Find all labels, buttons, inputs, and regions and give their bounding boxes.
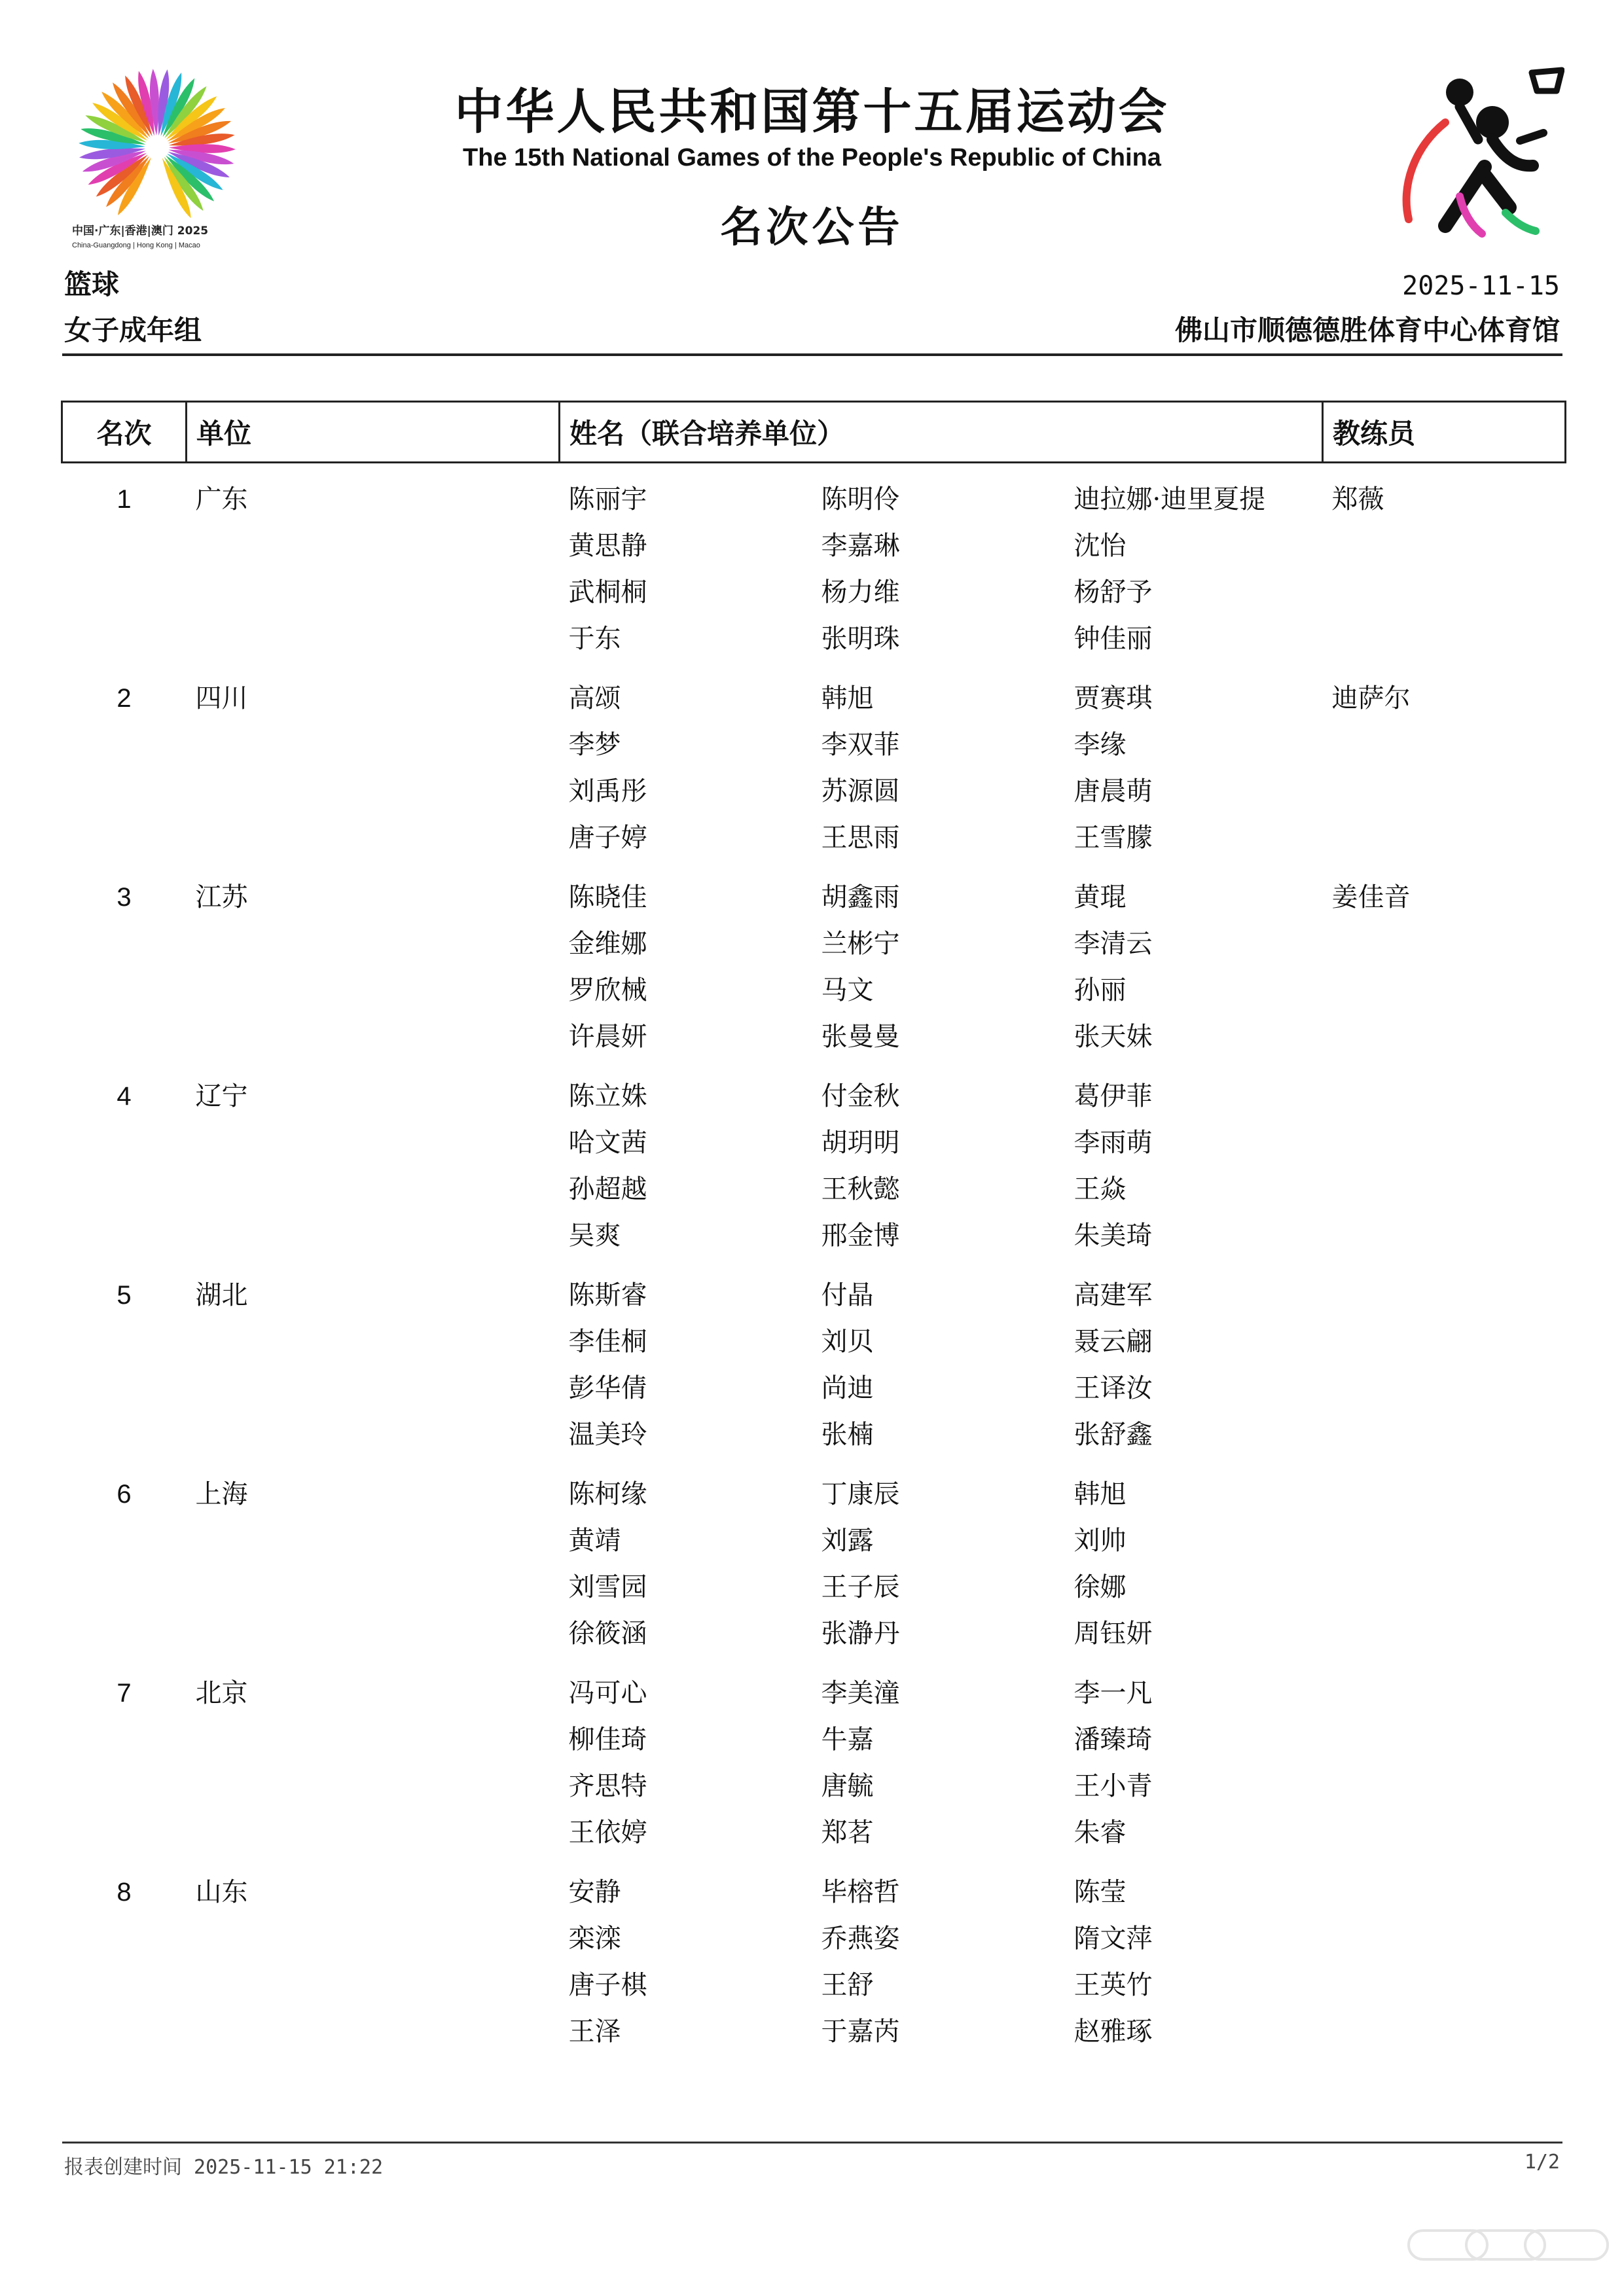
athlete-name: 陈立姝 (568, 1081, 647, 1111)
athlete-name: 刘禹彤 (568, 776, 647, 806)
athlete-name: 聂云翩 (1074, 1327, 1153, 1357)
unit-cell: 上海 (195, 1479, 248, 1509)
athlete-name: 高建军 (1074, 1280, 1153, 1310)
coach-cell (1323, 1458, 1566, 1657)
athlete-name: 迪拉娜·迪里夏提 (1074, 484, 1266, 514)
athlete-name: 马文 (821, 975, 874, 1005)
result-row (62, 861, 1566, 1060)
logo-caption-en: China-Guangdong | Hong Kong | Macao (72, 242, 200, 249)
athlete-name: 赵雅琢 (1074, 2017, 1153, 2047)
athlete-name: 张明珠 (821, 624, 900, 654)
athlete-name: 钟佳丽 (1074, 624, 1153, 654)
athlete-name: 朱睿 (1074, 1818, 1127, 1848)
athlete-name: 李一凡 (1074, 1678, 1153, 1708)
athlete-name: 王思雨 (821, 823, 900, 853)
names-cell (560, 1458, 1323, 1657)
athlete-name: 黄琨 (1074, 882, 1127, 912)
result-row (62, 662, 1566, 861)
athlete-name: 李清云 (1074, 929, 1153, 959)
athlete-name: 柳佳琦 (568, 1725, 647, 1755)
sport-label: 篮球 (64, 268, 120, 300)
athlete-name: 唐晨萌 (1074, 776, 1153, 806)
athlete-name: 栾滦 (568, 1924, 621, 1954)
athlete-name: 王英竹 (1074, 1970, 1153, 2000)
athlete-name: 沈怡 (1074, 531, 1127, 561)
athlete-name: 刘帅 (1074, 1526, 1127, 1556)
athlete-name: 陈斯睿 (568, 1280, 647, 1310)
athlete-name: 金维娜 (568, 929, 647, 959)
athlete-name: 潘臻琦 (1074, 1725, 1153, 1755)
table-header-row (62, 402, 1566, 463)
athlete-name: 胡鑫雨 (821, 882, 900, 912)
athlete-name: 韩旭 (821, 683, 874, 713)
coach-cell (1323, 1060, 1566, 1259)
athlete-name: 张曼曼 (821, 1022, 900, 1052)
athlete-name: 陈晓佳 (568, 882, 647, 912)
athlete-name: 黄靖 (568, 1526, 621, 1556)
athlete-name: 杨舒予 (1074, 577, 1153, 607)
venue-label: 佛山市顺德德胜体育中心体育馆 (1174, 314, 1560, 346)
rank-cell: 6 (117, 1480, 132, 1509)
athlete-name: 刘贝 (821, 1327, 874, 1357)
athlete-name: 张舒鑫 (1074, 1420, 1153, 1450)
athlete-name: 丁康辰 (821, 1479, 900, 1509)
athlete-name: 张楠 (821, 1420, 874, 1450)
report-created-time: 报表创建时间 2025-11-15 21:22 (64, 2156, 384, 2179)
athlete-name: 刘露 (821, 1526, 874, 1556)
athlete-name: 黄思静 (568, 531, 647, 561)
logo-caption-cn: 中国·广东|香港|澳门 2025 (72, 224, 209, 238)
coach-cell: 姜佳音 (1331, 882, 1411, 912)
header-unit: 单位 (187, 402, 560, 463)
page-title: 中华人民共和国第十五届运动会 (454, 84, 1170, 140)
athlete-name: 陈柯缘 (568, 1479, 647, 1509)
header-divider (62, 353, 1562, 356)
names-cell (560, 662, 1323, 861)
unit-cell: 湖北 (195, 1280, 248, 1310)
unit-cell: 山东 (195, 1877, 248, 1907)
unit-cell: 北京 (195, 1678, 248, 1708)
athlete-name: 王译汝 (1074, 1373, 1153, 1403)
athlete-name: 孙超越 (568, 1174, 647, 1204)
athlete-name: 苏源圆 (821, 776, 900, 806)
athlete-name: 彭华倩 (568, 1373, 647, 1403)
athlete-name: 付金秋 (821, 1081, 900, 1111)
athlete-name: 陈丽宇 (568, 484, 647, 514)
names-cell (560, 861, 1323, 1060)
result-row (62, 1458, 1566, 1657)
athlete-name: 张瀞丹 (821, 1619, 900, 1649)
athlete-name: 安静 (568, 1877, 621, 1907)
athlete-name: 冯可心 (568, 1678, 647, 1708)
unit-cell: 辽宁 (195, 1081, 248, 1111)
group-label: 女子成年组 (64, 314, 202, 346)
athlete-name: 兰彬宁 (821, 929, 900, 959)
athlete-name: 武桐桐 (568, 577, 647, 607)
athlete-name: 王雪朦 (1074, 823, 1153, 853)
athlete-name: 葛伊菲 (1074, 1081, 1153, 1111)
coach-cell (1323, 1259, 1566, 1458)
athlete-name: 王依婷 (568, 1818, 647, 1848)
athlete-name: 罗欣械 (568, 975, 647, 1005)
athlete-name: 温美玲 (568, 1420, 647, 1450)
names-cell (560, 1060, 1323, 1259)
rank-cell: 2 (117, 684, 132, 713)
athlete-name: 隋文萍 (1074, 1924, 1153, 1954)
athlete-name: 齐思特 (568, 1771, 647, 1801)
coach-cell: 郑薇 (1331, 484, 1384, 514)
athlete-name: 杨力维 (821, 577, 900, 607)
unit-cell: 江苏 (195, 882, 248, 912)
athlete-name: 周钰妍 (1074, 1619, 1153, 1649)
athlete-name: 王子辰 (821, 1572, 900, 1602)
results-table (61, 401, 1566, 2055)
rank-cell: 4 (117, 1082, 132, 1111)
page-title-en: The 15th National Games of the People's Republic of China (463, 144, 1161, 171)
athlete-name: 李佳桐 (568, 1327, 647, 1357)
result-row (62, 1856, 1566, 2055)
athlete-name: 付晶 (821, 1280, 874, 1310)
athlete-name: 朱美琦 (1074, 1221, 1153, 1251)
athlete-name: 牛嘉 (821, 1725, 874, 1755)
header-names: 姓名（联合培养单位） (560, 402, 1323, 463)
athlete-name: 李美潼 (821, 1678, 900, 1708)
coach-cell (1323, 1856, 1566, 2055)
athlete-name: 韩旭 (1074, 1479, 1127, 1509)
athlete-name: 于东 (568, 624, 621, 654)
names-cell (560, 1856, 1323, 2055)
header-coach: 教练员 (1323, 402, 1566, 463)
header-rank: 名次 (62, 402, 187, 463)
athlete-name: 王泽 (568, 2017, 621, 2047)
athlete-name: 李梦 (568, 730, 621, 760)
athlete-name: 陈莹 (1074, 1877, 1127, 1907)
athlete-name: 张天妹 (1074, 1022, 1153, 1052)
athlete-name: 胡玥明 (821, 1128, 900, 1158)
athlete-name: 王秋懿 (821, 1174, 900, 1204)
athlete-name: 唐子棋 (568, 1970, 647, 2000)
page-number: 1/2 (1524, 2151, 1560, 2174)
athlete-name: 李雨萌 (1074, 1128, 1153, 1158)
athlete-name: 高颂 (568, 683, 621, 713)
athlete-name: 徐筱涵 (568, 1619, 647, 1649)
rank-cell: 7 (117, 1679, 132, 1708)
athlete-name: 郑茗 (821, 1818, 874, 1848)
athlete-name: 许晨妍 (568, 1022, 647, 1052)
basketball-pictogram-icon (1368, 62, 1564, 252)
athlete-name: 乔燕姿 (821, 1924, 900, 1954)
athlete-name: 唐毓 (821, 1771, 874, 1801)
coach-cell (1323, 1657, 1566, 1856)
result-row (62, 1259, 1566, 1458)
athlete-name: 哈文茜 (568, 1128, 647, 1158)
athlete-name: 贾赛琪 (1074, 683, 1153, 713)
athlete-name: 毕榕哲 (821, 1877, 900, 1907)
athlete-name: 陈明伶 (821, 484, 900, 514)
athlete-name: 刘雪园 (568, 1572, 647, 1602)
date-label: 2025-11-15 (1402, 271, 1560, 301)
athlete-name: 李双菲 (821, 730, 900, 760)
rank-cell: 3 (117, 883, 132, 912)
names-cell (560, 1259, 1323, 1458)
result-row (62, 463, 1566, 663)
coach-cell: 迪萨尔 (1331, 683, 1411, 713)
names-cell (560, 463, 1323, 663)
watermark-bubbles-icon (1407, 2225, 1610, 2265)
athlete-name: 王小青 (1074, 1771, 1153, 1801)
athlete-name: 尚迪 (821, 1373, 874, 1403)
athlete-name: 于嘉芮 (821, 2017, 900, 2047)
rank-cell: 5 (117, 1281, 132, 1310)
athlete-name: 王焱 (1074, 1174, 1127, 1204)
athlete-name: 邢金博 (821, 1221, 900, 1251)
athlete-name: 唐子婷 (568, 823, 647, 853)
names-cell (560, 1657, 1323, 1856)
rank-cell: 1 (117, 485, 132, 514)
footer-divider (62, 2142, 1562, 2144)
athlete-name: 吴爽 (568, 1221, 621, 1251)
result-row (62, 1657, 1566, 1856)
notice-title: 名次公告 (720, 204, 904, 252)
unit-cell: 广东 (195, 484, 248, 514)
athlete-name: 王舒 (821, 1970, 874, 2000)
rank-cell: 8 (117, 1878, 132, 1907)
athlete-name: 徐娜 (1074, 1572, 1127, 1602)
unit-cell: 四川 (195, 683, 248, 713)
athlete-name: 李缘 (1074, 730, 1127, 760)
result-row (62, 1060, 1566, 1259)
athlete-name: 李嘉琳 (821, 531, 900, 561)
athlete-name: 孙丽 (1074, 975, 1127, 1005)
